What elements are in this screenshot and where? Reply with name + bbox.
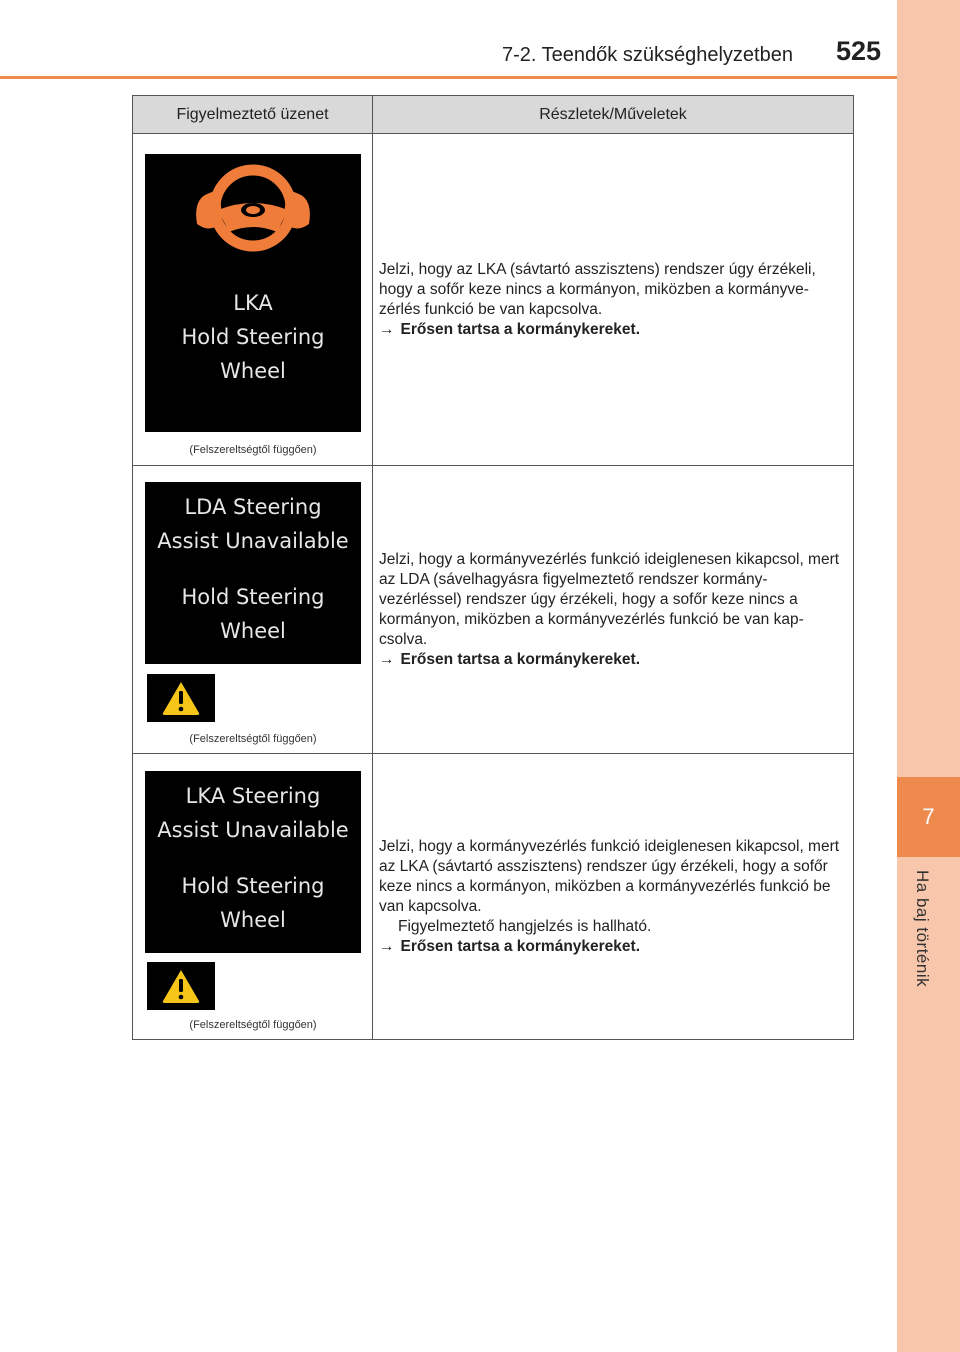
screen-line: Assist Unavailable	[157, 529, 349, 553]
chapter-title: Ha baj történik	[913, 870, 932, 988]
equipment-caption: (Felszereltségtől függően)	[189, 1019, 317, 1031]
screen-line: LDA Steering	[184, 495, 322, 519]
table-row	[133, 134, 854, 466]
section-title: 7-2. Teendők szükséghelyzetben	[502, 44, 793, 66]
details-cell	[373, 754, 854, 1040]
screen-line: Hold Steering	[181, 325, 325, 349]
side-tab	[897, 0, 960, 1352]
screen-line: Hold Steering	[181, 585, 325, 609]
screen-line: Assist Unavailable	[157, 818, 349, 842]
arrow-icon: →	[379, 320, 395, 338]
header-rule	[0, 76, 897, 79]
equipment-caption: (Felszereltségtől függően)	[189, 733, 317, 745]
arrow-icon: →	[379, 650, 395, 668]
description-text: Jelzi, hogy a kormányvezérlés funkció ideiglenesen kikapcsol, mert az LKA (sávtartó asszisztens) rendszer úgy érzékeli, hogy a sofőr keze nincs a kormányon, miközben a kormányvezérlés funkció be van kapcsolva.	[379, 837, 840, 915]
warning-message-table	[132, 95, 854, 1040]
description-text: Jelzi, hogy a kormányvezérlés funkció ideiglenesen kikapcsol, mert az LDA (sávelhagyásra figyelmeztető rendszer kormány-vezérléssel) rendszer úgy érzékeli, hogy a sofőr keze nincs a kormányon, miközben a kormányvezérlés funkció be van kap-csolva.	[379, 550, 840, 648]
equipment-caption: (Felszereltségtől függően)	[189, 444, 317, 456]
arrow-icon: →	[379, 937, 395, 955]
warning-indicator	[147, 962, 215, 1010]
screen-line: Hold Steering	[181, 874, 325, 898]
screen-line	[145, 847, 361, 869]
screen-line	[145, 558, 361, 580]
action-label: Erősen tartsa a kormánykereket.	[400, 650, 641, 668]
display-screen	[145, 482, 361, 664]
screen-line: Wheel	[220, 619, 286, 643]
column-header-details: Részletek/Műveletek	[373, 96, 854, 134]
action-text	[379, 937, 843, 957]
description-text: Jelzi, hogy az LKA (sávtartó asszisztens) rendszer úgy érzékeli, hogy a sofőr keze nincs a kormányon, miközben a kormányve-zérlés funkció be van kapcsolva.	[379, 260, 816, 318]
message-image-cell	[133, 466, 373, 754]
table-row	[133, 754, 854, 1040]
screen-line: LKA Steering	[185, 784, 321, 808]
page-number: 525	[836, 36, 882, 66]
display-screen	[145, 154, 361, 432]
action-text	[379, 320, 843, 340]
message-image-cell	[133, 754, 373, 1040]
message-image-cell	[133, 134, 373, 466]
chapter-number: 7	[897, 777, 960, 857]
table-row	[133, 466, 854, 754]
screen-line: Wheel	[220, 359, 286, 383]
note-text: Figyelmeztető hangjelzés is hallható.	[398, 917, 652, 935]
action-text	[379, 650, 843, 670]
details-cell	[373, 134, 854, 466]
warning-triangle-icon	[161, 680, 201, 716]
steering-wheel-hands-icon	[193, 160, 313, 256]
details-cell	[373, 466, 854, 754]
action-label: Erősen tartsa a kormánykereket.	[400, 320, 641, 338]
screen-line: Wheel	[220, 908, 286, 932]
action-label: Erősen tartsa a kormánykereket.	[400, 937, 641, 955]
table-header-row	[133, 96, 854, 134]
display-screen	[145, 771, 361, 953]
column-header-message: Figyelmeztető üzenet	[133, 96, 373, 134]
warning-triangle-icon	[161, 968, 201, 1004]
warning-indicator	[147, 674, 215, 722]
screen-line: LKA	[233, 291, 273, 315]
